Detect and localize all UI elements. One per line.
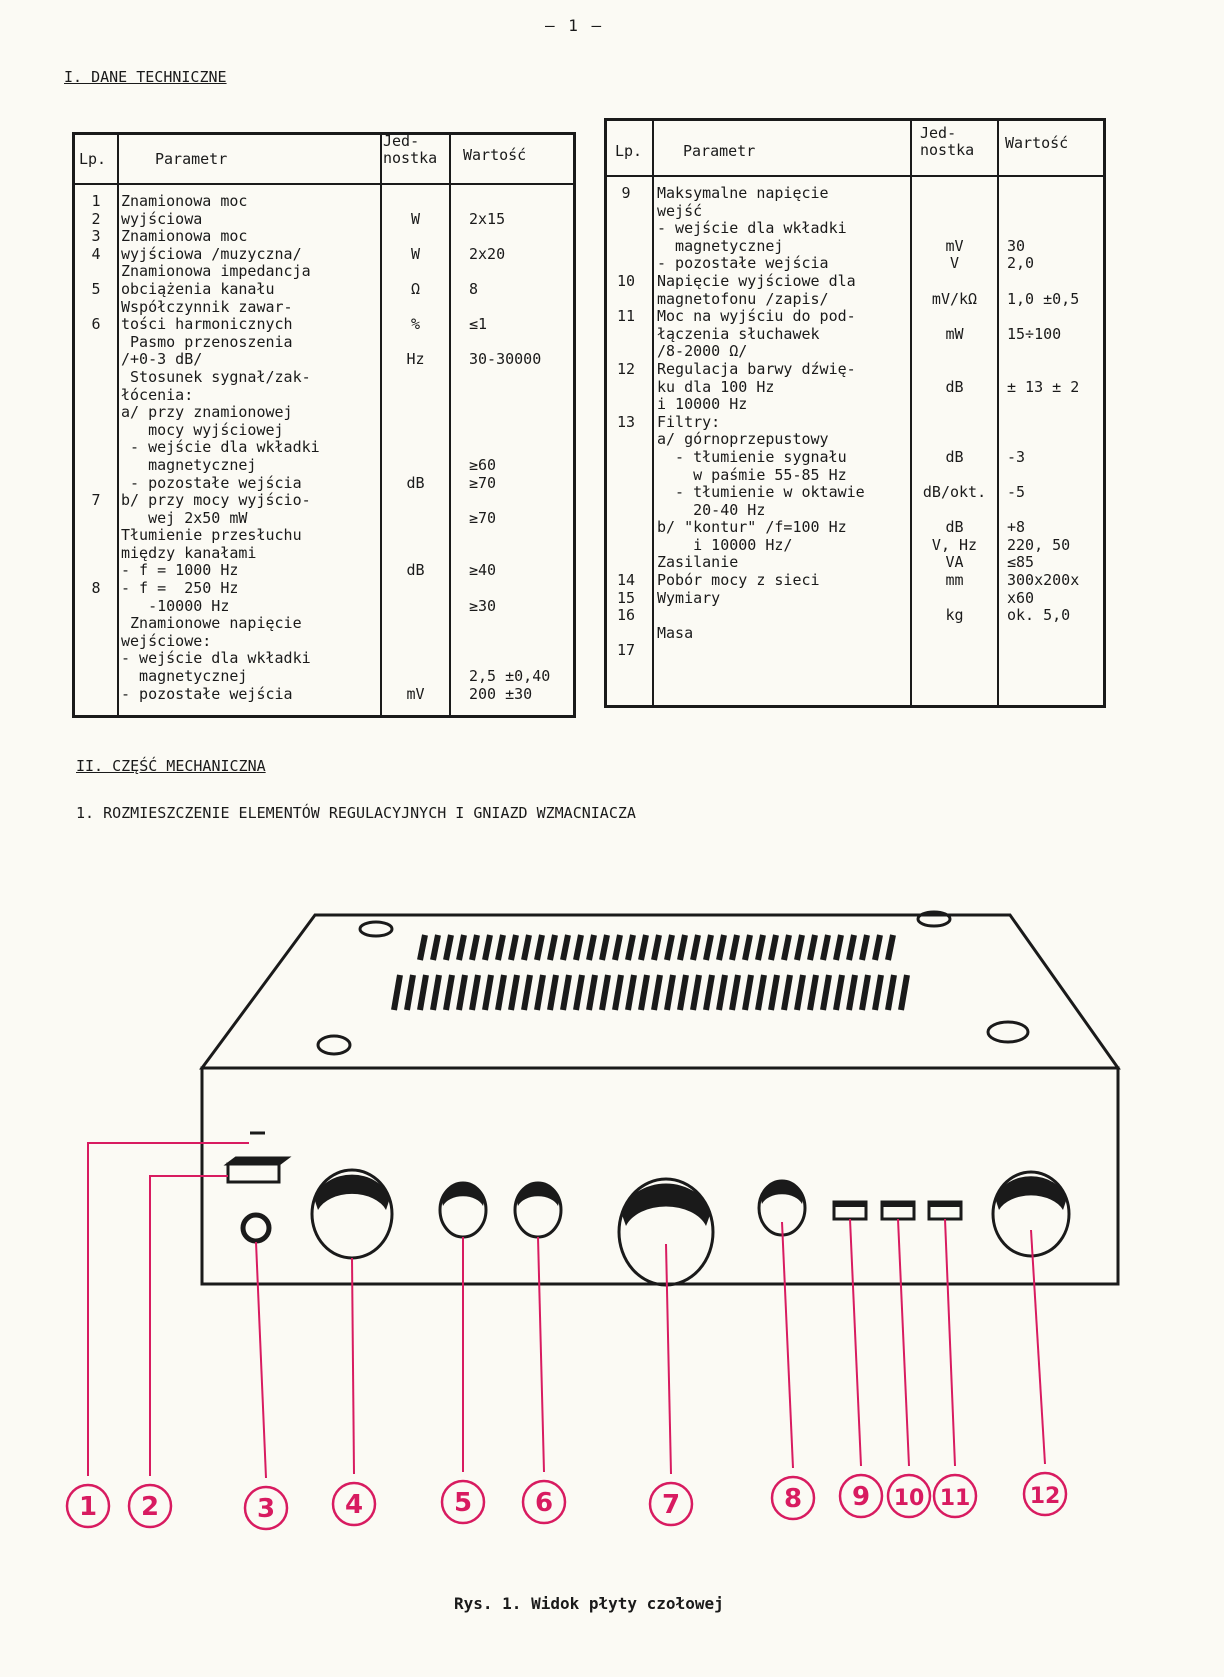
callout-label-6: 6 bbox=[534, 1488, 554, 1518]
page-number: — 1 — bbox=[545, 16, 604, 35]
right-value-column: 30 2,0 1,0 ±0,5 15÷100 ± 13 ± 2 -3 -5 +8 220, 50 ≤85 300x200x x60 ok. 5,0 bbox=[1007, 236, 1080, 625]
callout-label-11: 11 bbox=[939, 1486, 971, 1511]
header-parametr: Parametr bbox=[155, 150, 228, 168]
callout-label-10: 10 bbox=[893, 1486, 925, 1511]
callout-label-2: 2 bbox=[140, 1492, 160, 1522]
header-lp-right: Lp. bbox=[615, 142, 643, 160]
callout-label-7: 7 bbox=[661, 1490, 681, 1520]
header-wartosc-right: Wartość bbox=[1005, 134, 1069, 152]
left-param-column: Znamionowa moc wyjściowa Znamionowa moc wyjściowa /muzyczna/ Znamionowa impedancja obciążenia kanału Współczynnik zawar- tości harmonicznych Pasmo przenoszenia /+0-3 dB/ Stosunek sygnał/zak- łócenia: a/ przy znamionowej mocy wyjściowej - wejście dla wkładki magnetycznej - pozostałe wejścia b/ przy mocy wyjścio- wej 2x50 mW Tłumienie przesłuchu między kanałami - f = 1000 Hz - f = 250 Hz -10000 Hz Znamionowe napięcie wejściowe: - wejście dla wkładki magnetycznej - pozostałe wejścia bbox=[121, 192, 320, 703]
left-unit-column: W W Ω % Hz dB dB mV bbox=[406, 209, 425, 703]
header-lp: Lp. bbox=[79, 150, 107, 168]
callout-label-4: 4 bbox=[344, 1490, 364, 1520]
right-param-column: Maksymalne napięcie wejść - wejście dla wkładki magnetycznej - pozostałe wejścia Napięcie wyjściowe dla magnetofonu /zapis/ Moc na wyjściu do pod- łączenia słuchawek /8-2000 Ω/ Regulacja barwy dźwię- ku dla 100 Hz i 10000 Hz Filtry: a/ górnoprzepustowy - tłumienie sygnału w paśmie 55-85 Hz - tłumienie w oktawie 20-40 Hz b/ "kontur" /f=100 Hz i 10000 Hz/ Zasilanie Pobór mocy z sieci Wymiary Masa bbox=[657, 184, 865, 642]
left-lp-column: 1 2 3 4 5 6 7 8 bbox=[91, 192, 101, 598]
header-parametr-right: Parametr bbox=[683, 142, 756, 160]
right-lp-column: 9 10 11 12 13 14 15 16 17 bbox=[616, 184, 636, 660]
figure-caption: Rys. 1. Widok płyty czołowej bbox=[454, 1594, 724, 1613]
callout-label-8: 8 bbox=[783, 1484, 803, 1514]
callout-label-3: 3 bbox=[256, 1494, 276, 1524]
callout-label-5: 5 bbox=[453, 1488, 473, 1518]
right-unit-column: mV V mV/kΩ mW dB dB dB/okt. dB V, Hz VA mm kg bbox=[922, 236, 987, 625]
section-title-mechanical: II. CZĘŚĆ MECHANICZNA bbox=[76, 757, 266, 775]
subsection-title-controls: 1. ROZMIESZCZENIE ELEMENTÓW REGULACYJNYCH I GNIAZD WZMACNIACZA bbox=[76, 804, 636, 822]
callout-label-9: 9 bbox=[851, 1482, 871, 1512]
header-wartosc: Wartość bbox=[463, 146, 527, 164]
header-jednostka: Jed- nostka bbox=[383, 132, 438, 167]
header-jednostka-right: Jed- nostka bbox=[920, 124, 975, 159]
callout-label-1: 1 bbox=[78, 1492, 98, 1522]
left-value-column: 2x15 2x20 8 ≤1 30-30000 ≥60 ≥70 ≥70 ≥40 ≥30 2,5 ±0,40 200 ±30 bbox=[469, 209, 551, 703]
callout-label-12: 12 bbox=[1029, 1484, 1061, 1509]
section-title-technical-data: I. DANE TECHNICZNE bbox=[64, 68, 227, 86]
